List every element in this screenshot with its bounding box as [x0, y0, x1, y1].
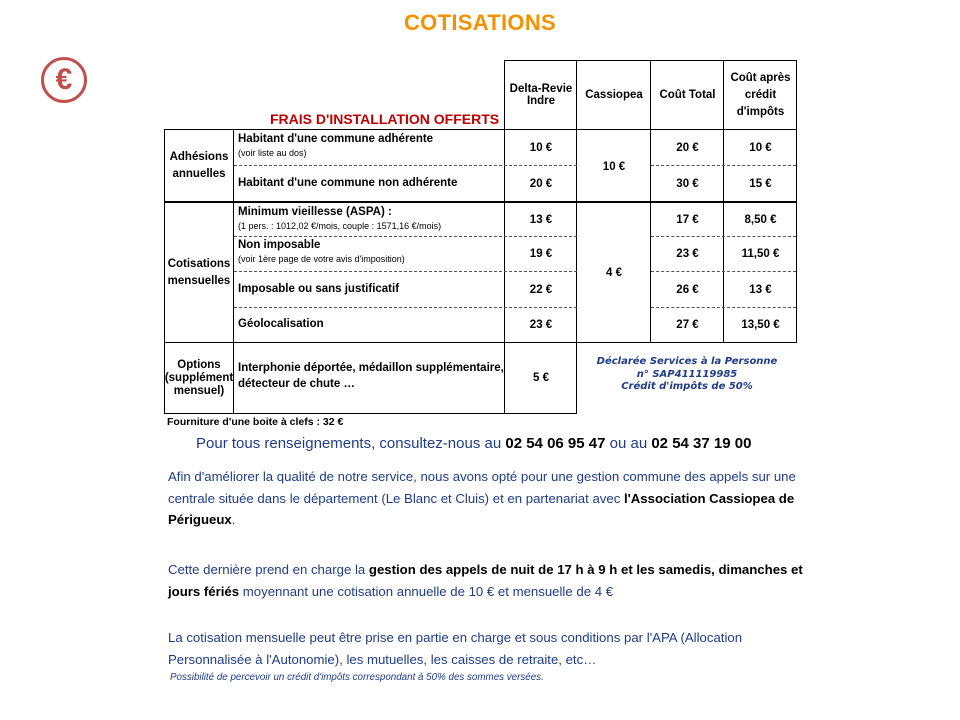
- value-total: 23 €: [676, 248, 699, 260]
- table-border: [164, 129, 165, 414]
- table-border: [576, 60, 577, 130]
- page-title: COTISATIONS: [403, 10, 556, 35]
- value-delta: 19 €: [529, 248, 553, 260]
- value-apres: 15 €: [749, 178, 772, 190]
- header-cassiopea: Cassiopea: [585, 89, 643, 101]
- row-separator: [234, 236, 577, 237]
- row-label: Habitant d'une commune non adhérente: [238, 177, 458, 189]
- frais-installation-label: FRAIS D'INSTALLATION OFFERTS: [270, 111, 500, 127]
- table-border: [164, 413, 577, 414]
- table-border: [723, 60, 724, 130]
- section-options: Options (supplément mensuel): [164, 358, 234, 397]
- value-cassiopea-adhesion: 10 €: [602, 160, 626, 173]
- options-label: Interphonie déportée, médaillon supplémentaire, détecteur de chute …: [238, 362, 504, 390]
- row-separator: [234, 307, 577, 308]
- value-total: 17 €: [676, 213, 699, 226]
- value-apres: 8,50 €: [744, 213, 777, 226]
- value-total: 26 €: [676, 283, 699, 296]
- value-delta: 5 €: [533, 372, 549, 384]
- section-adhesions: Adhésions annuelles: [169, 150, 229, 180]
- paragraph-apa: La cotisation mensuelle peut être prise en partie en charge et sous conditions par l'APA (Allocation Personnalisée à l'Autonomie), les mutuelles, les caisses de retraite, etc…: [168, 630, 743, 667]
- value-total: 30 €: [676, 178, 699, 190]
- table-border: [505, 60, 797, 61]
- header-delta: Delta-Revie Indre: [509, 83, 573, 107]
- value-total: 20 €: [676, 142, 699, 154]
- paragraph-partenariat: Afin d'améliorer la qualité de notre service, nous avons opté pour une gestion commune des appels sur une centrale située dans le département (Le Blanc et Cluis) et en partenariat avec l'Association Cassiopea de Périgueux.: [168, 469, 796, 527]
- value-total: 27 €: [676, 319, 699, 331]
- row-separator: [651, 165, 796, 166]
- value-delta: 10 €: [529, 142, 553, 154]
- phone-number-1: 02 54 06 95 47: [505, 435, 606, 452]
- row-label: Imposable ou sans justificatif: [238, 283, 400, 295]
- header-cout-apres: Coût après crédit d'impôts: [730, 71, 791, 118]
- credit-impots-note: Possibilité de percevoir un crédit d'impôts correspondant à 50% des sommes versées.: [170, 672, 544, 683]
- table-border: [504, 60, 505, 414]
- paragraph-gestion-appels: Cette dernière prend en charge la gestion des appels de nuit de 17 h à 9 h et les samedis, dimanches et jours fériés moyennant une cotisation annuelle de 10 € et mensuelle de 4 €: [168, 562, 803, 599]
- row-separator: [651, 236, 796, 237]
- phone-number-2: 02 54 37 19 00: [651, 435, 752, 452]
- euro-icon: €: [41, 57, 87, 103]
- row-separator: [234, 271, 577, 272]
- row-separator: [651, 307, 796, 308]
- value-apres: 13 €: [749, 283, 772, 296]
- value-apres: 10 €: [749, 142, 772, 154]
- section-cotisations: Cotisations mensuelles: [167, 257, 231, 287]
- value-delta: 23 €: [529, 319, 553, 331]
- value-cassiopea-mensuel: 4 €: [606, 266, 622, 279]
- services-personne-notice: Déclarée Services à la Personne n° SAP411119985 Crédit d'impôts de 50%: [596, 356, 778, 392]
- table-border: [164, 129, 797, 130]
- table-border: [164, 201, 797, 203]
- value-delta: 22 €: [529, 283, 553, 296]
- value-delta: 13 €: [529, 213, 553, 226]
- row-separator: [651, 271, 796, 272]
- header-cout-total: Coût Total: [659, 89, 716, 101]
- row-label: Géolocalisation: [238, 318, 324, 330]
- value-apres: 13,50 €: [741, 319, 780, 331]
- row-separator: [234, 165, 577, 166]
- row-label: Non imposable (voir 1ère page de votre avis d'imposition): [238, 239, 405, 264]
- contact-line: Pour tous renseignements, consultez-nous au 02 54 06 95 47 ou au 02 54 37 19 00: [196, 435, 752, 452]
- table-border: [650, 60, 651, 130]
- row-label: Habitant d'une commune adhérente (voir liste au dos): [238, 133, 434, 158]
- value-apres: 11,50 €: [741, 248, 780, 260]
- table-border: [164, 342, 797, 343]
- row-label: Minimum vieillesse (ASPA) : (1 pers. : 1012,02 €/mois, couple : 1571,16 €/mois): [238, 206, 442, 231]
- value-delta: 20 €: [529, 178, 553, 190]
- fourniture-boite-clefs: Fourniture d'une boite à clefs : 32 €: [167, 416, 344, 428]
